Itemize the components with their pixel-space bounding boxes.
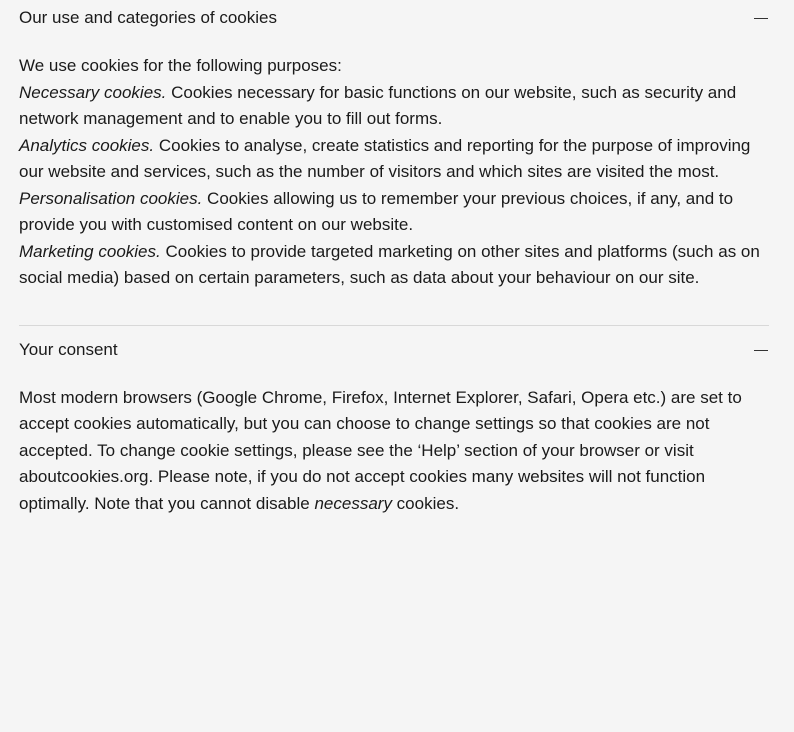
cookie-category-name: Personalisation cookies. [19,188,203,208]
cookie-category-name: Marketing cookies. [19,241,161,261]
cookie-category-description: Cookies to provide targeted marketing on other sites and platforms (such as on social media) based on certain parameters, such as data about your behaviour on our site. [19,241,760,287]
cookies-categories-header[interactable] [19,0,769,36]
cookie-category-name: Analytics cookies. [19,135,155,155]
cookie-category-marketing [19,239,769,292]
cookie-category-description: Cookies necessary for basic functions on our website, such as security and network management and to enable you to fill out forms. [19,82,737,128]
consent-title: Your consent [19,339,118,359]
section-divider [19,325,769,326]
cookie-category-description: Cookies allowing us to remember your previous choices, if any, and to provide you with customised content on our website. [19,188,734,234]
cookies-categories-body [19,36,769,292]
consent-text [19,385,769,518]
cookie-category-personalisation [19,186,769,239]
minus-icon[interactable] [754,343,768,357]
consent-section [19,332,769,518]
consent-header[interactable] [19,332,769,368]
minus-icon[interactable] [754,11,768,25]
consent-body [19,368,769,518]
consent-text-main: Most modern browsers (Google Chrome, Firefox, Internet Explorer, Safari, Opera etc.) are set to accept cookies automatically, but you can choose to change settings so that cookies are not accepted. To change cookie settings, please see the ‘Help’ section of your browser or visit aboutcookies.org. Please note, if you do not accept cookies many websites will not function optimally. Note that you cannot disable [19,387,742,513]
cookies-categories-section [19,0,769,292]
consent-text-emphasis: necessary [314,493,392,513]
cookie-category-description: Cookies to analyse, create statistics and reporting for the purpose of improving our website and services, such as the number of visitors and which sites are visited the most. [19,135,751,181]
cookies-intro-text: We use cookies for the following purposes: [19,56,342,75]
cookie-category-analytics [19,133,769,186]
cookie-category-necessary [19,80,769,133]
cookie-category-name: Necessary cookies. [19,82,167,102]
cookies-categories-title: Our use and categories of cookies [19,8,277,27]
consent-text-end: cookies. [391,493,460,513]
